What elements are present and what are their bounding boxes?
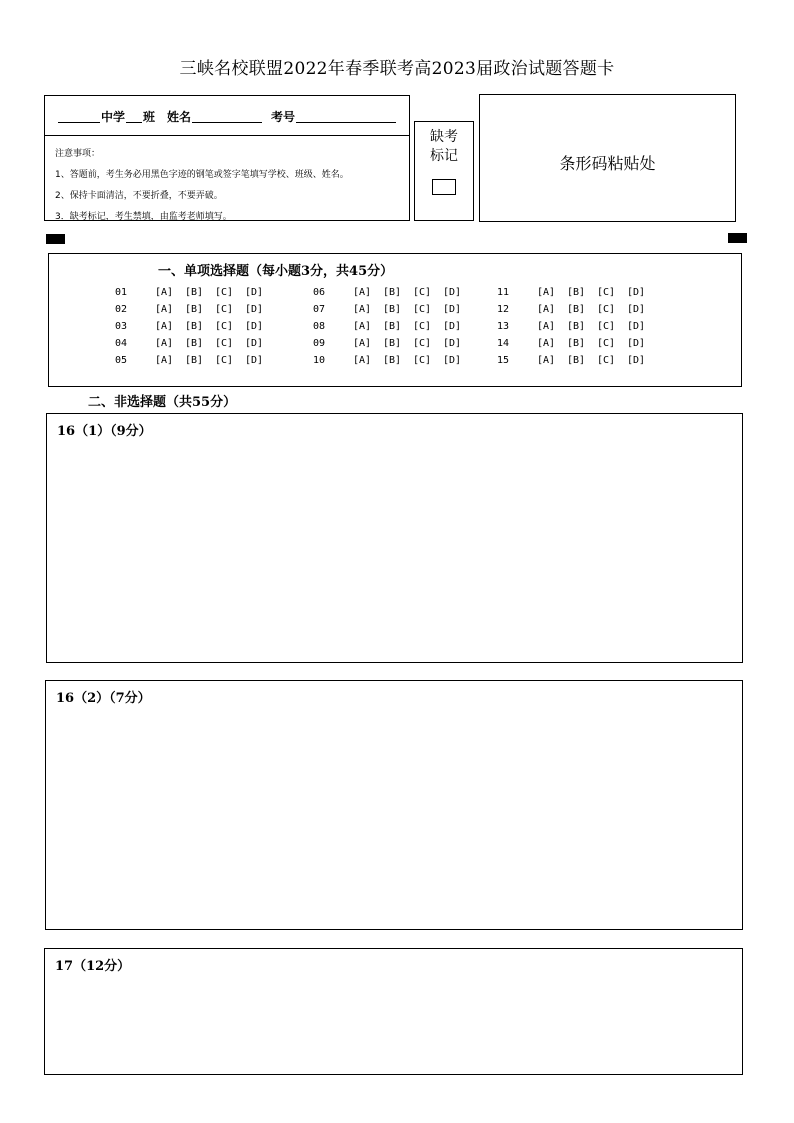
answer-box-16-1[interactable] [46,413,743,663]
answer-option-bubble[interactable]: [C] [215,338,234,349]
answer-option-bubble[interactable]: [C] [215,355,234,366]
answer-option-bubble[interactable]: [B] [567,338,586,349]
answer-option-bubble[interactable]: [B] [383,287,402,298]
mcq-question-row [497,304,657,315]
answer-box-label: 16（2）（7分） [56,691,151,706]
answer-option-bubble[interactable]: [A] [537,287,556,298]
answer-option-bubble[interactable]: [C] [597,338,616,349]
answer-option-bubble[interactable]: [C] [413,338,432,349]
answer-option-bubble[interactable]: [B] [185,338,204,349]
question-number: 12 [497,304,510,315]
notes-heading: 注意事项： [55,149,101,159]
answer-option-bubble[interactable]: [B] [383,338,402,349]
barcode-area [479,94,736,222]
mcq-section [48,253,742,387]
answer-option-bubble[interactable]: [C] [413,321,432,332]
answer-option-bubble[interactable]: [D] [627,338,646,349]
section2-title: 二、非选择题（共55分） [88,395,237,410]
answer-option-bubble[interactable]: [D] [245,287,264,298]
mcq-question-row [115,304,275,315]
answer-option-bubble[interactable]: [A] [537,304,556,315]
answer-box-label: 17（12分） [55,959,131,974]
answer-option-bubble[interactable]: [A] [155,304,174,315]
answer-option-bubble[interactable]: [A] [155,321,174,332]
mcq-question-row [115,287,275,298]
question-number: 11 [497,287,510,298]
answer-option-bubble[interactable]: [A] [537,321,556,332]
name-label: 姓名 [167,110,192,124]
question-number: 07 [313,304,326,315]
question-number: 15 [497,355,510,366]
answer-option-bubble[interactable]: [C] [215,321,234,332]
answer-option-bubble[interactable]: [D] [443,304,462,315]
question-number: 01 [115,287,128,298]
answer-box-17[interactable] [44,948,743,1075]
answer-option-bubble[interactable]: [C] [597,321,616,332]
answer-option-bubble[interactable]: [B] [383,321,402,332]
mcq-question-row [313,355,473,366]
answer-option-bubble[interactable]: [D] [627,304,646,315]
mcq-question-row [115,338,275,349]
answer-option-bubble[interactable]: [C] [597,304,616,315]
question-number: 02 [115,304,128,315]
mcq-question-row [115,355,275,366]
school-blank[interactable] [58,121,100,123]
question-number: 03 [115,321,128,332]
answer-box-label: 16（1）（9分） [57,424,152,439]
name-blank[interactable] [192,121,262,123]
answer-option-bubble[interactable]: [A] [353,338,372,349]
answer-option-bubble[interactable]: [D] [443,287,462,298]
absent-line2: 标记 [430,148,458,164]
answer-option-bubble[interactable]: [A] [353,304,372,315]
question-number: 08 [313,321,326,332]
answer-option-bubble[interactable]: [C] [215,287,234,298]
answer-option-bubble[interactable]: [B] [383,304,402,315]
class-label: 班 [143,110,156,124]
question-number: 05 [115,355,128,366]
question-number: 13 [497,321,510,332]
answer-option-bubble[interactable]: [D] [245,304,264,315]
student-info-box [44,95,410,221]
answer-option-bubble[interactable]: [B] [185,355,204,366]
answer-option-bubble[interactable]: [B] [567,355,586,366]
mcq-question-row [313,304,473,315]
answer-option-bubble[interactable]: [B] [185,304,204,315]
alignment-marker-right [728,233,747,243]
mcq-question-row [115,321,275,332]
note-item: 3．缺考标记，考生禁填，由监考老师填写。 [55,212,232,222]
exam-no-blank[interactable] [296,121,396,123]
answer-option-bubble[interactable]: [A] [353,287,372,298]
mcq-question-row [497,321,657,332]
answer-option-bubble[interactable]: [D] [245,321,264,332]
barcode-label: 条形码粘贴处 [559,154,656,173]
answer-option-bubble[interactable]: [B] [567,287,586,298]
note-item: 2、保持卡面清洁，不要折叠，不要弄破。 [55,191,223,201]
answer-option-bubble[interactable]: [B] [185,321,204,332]
answer-option-bubble[interactable]: [C] [215,304,234,315]
answer-option-bubble[interactable]: [D] [443,355,462,366]
page-title: 三峡名校联盟2022年春季联考高2023届政治试题答题卡 [179,59,615,79]
notes [55,144,349,228]
absent-mark-label [415,128,473,166]
answer-option-bubble[interactable]: [D] [627,355,646,366]
question-number: 10 [313,355,326,366]
mcq-question-row [497,338,657,349]
mcq-title: 一、单项选择题（每小题3分，共45分） [158,264,394,279]
answer-option-bubble[interactable]: [D] [443,338,462,349]
answer-option-bubble[interactable]: [B] [383,355,402,366]
answer-option-bubble[interactable]: [C] [413,304,432,315]
student-info-line [45,96,409,136]
answer-option-bubble[interactable]: [D] [245,355,264,366]
answer-option-bubble[interactable]: [B] [567,304,586,315]
question-number: 06 [313,287,326,298]
answer-option-bubble[interactable]: [C] [597,287,616,298]
answer-option-bubble[interactable]: [A] [155,287,174,298]
answer-option-bubble[interactable]: [A] [353,321,372,332]
mcq-question-row [313,338,473,349]
answer-option-bubble[interactable]: [D] [627,287,646,298]
answer-box-16-2[interactable] [45,680,743,930]
answer-option-bubble[interactable]: [A] [537,338,556,349]
mcq-question-row [497,355,657,366]
answer-option-bubble[interactable]: [A] [353,355,372,366]
answer-option-bubble[interactable]: [B] [185,287,204,298]
note-item: 1、答题前，考生务必用黑色字迹的钢笔或签字笔填写学校、班级、姓名。 [55,170,349,180]
answer-option-bubble[interactable]: [A] [537,355,556,366]
answer-option-bubble[interactable]: [A] [155,338,174,349]
mcq-question-row [497,287,657,298]
answer-option-bubble[interactable]: [D] [443,321,462,332]
absent-checkbox[interactable] [432,179,456,195]
answer-option-bubble[interactable]: [C] [413,355,432,366]
mcq-question-row [313,287,473,298]
answer-option-bubble[interactable]: [A] [155,355,174,366]
alignment-marker-left [46,234,65,244]
question-number: 09 [313,338,326,349]
answer-option-bubble[interactable]: [C] [413,287,432,298]
question-number: 14 [497,338,510,349]
mcq-question-row [313,321,473,332]
answer-option-bubble[interactable]: [B] [567,321,586,332]
answer-option-bubble[interactable]: [D] [245,338,264,349]
class-blank[interactable] [126,121,142,123]
absent-line1: 缺考 [430,129,458,145]
school-label: 中学 [101,110,126,124]
absent-mark-box [414,121,474,221]
question-number: 04 [115,338,128,349]
answer-option-bubble[interactable]: [D] [627,321,646,332]
exam-no-label: 考号 [271,110,296,124]
answer-option-bubble[interactable]: [C] [597,355,616,366]
